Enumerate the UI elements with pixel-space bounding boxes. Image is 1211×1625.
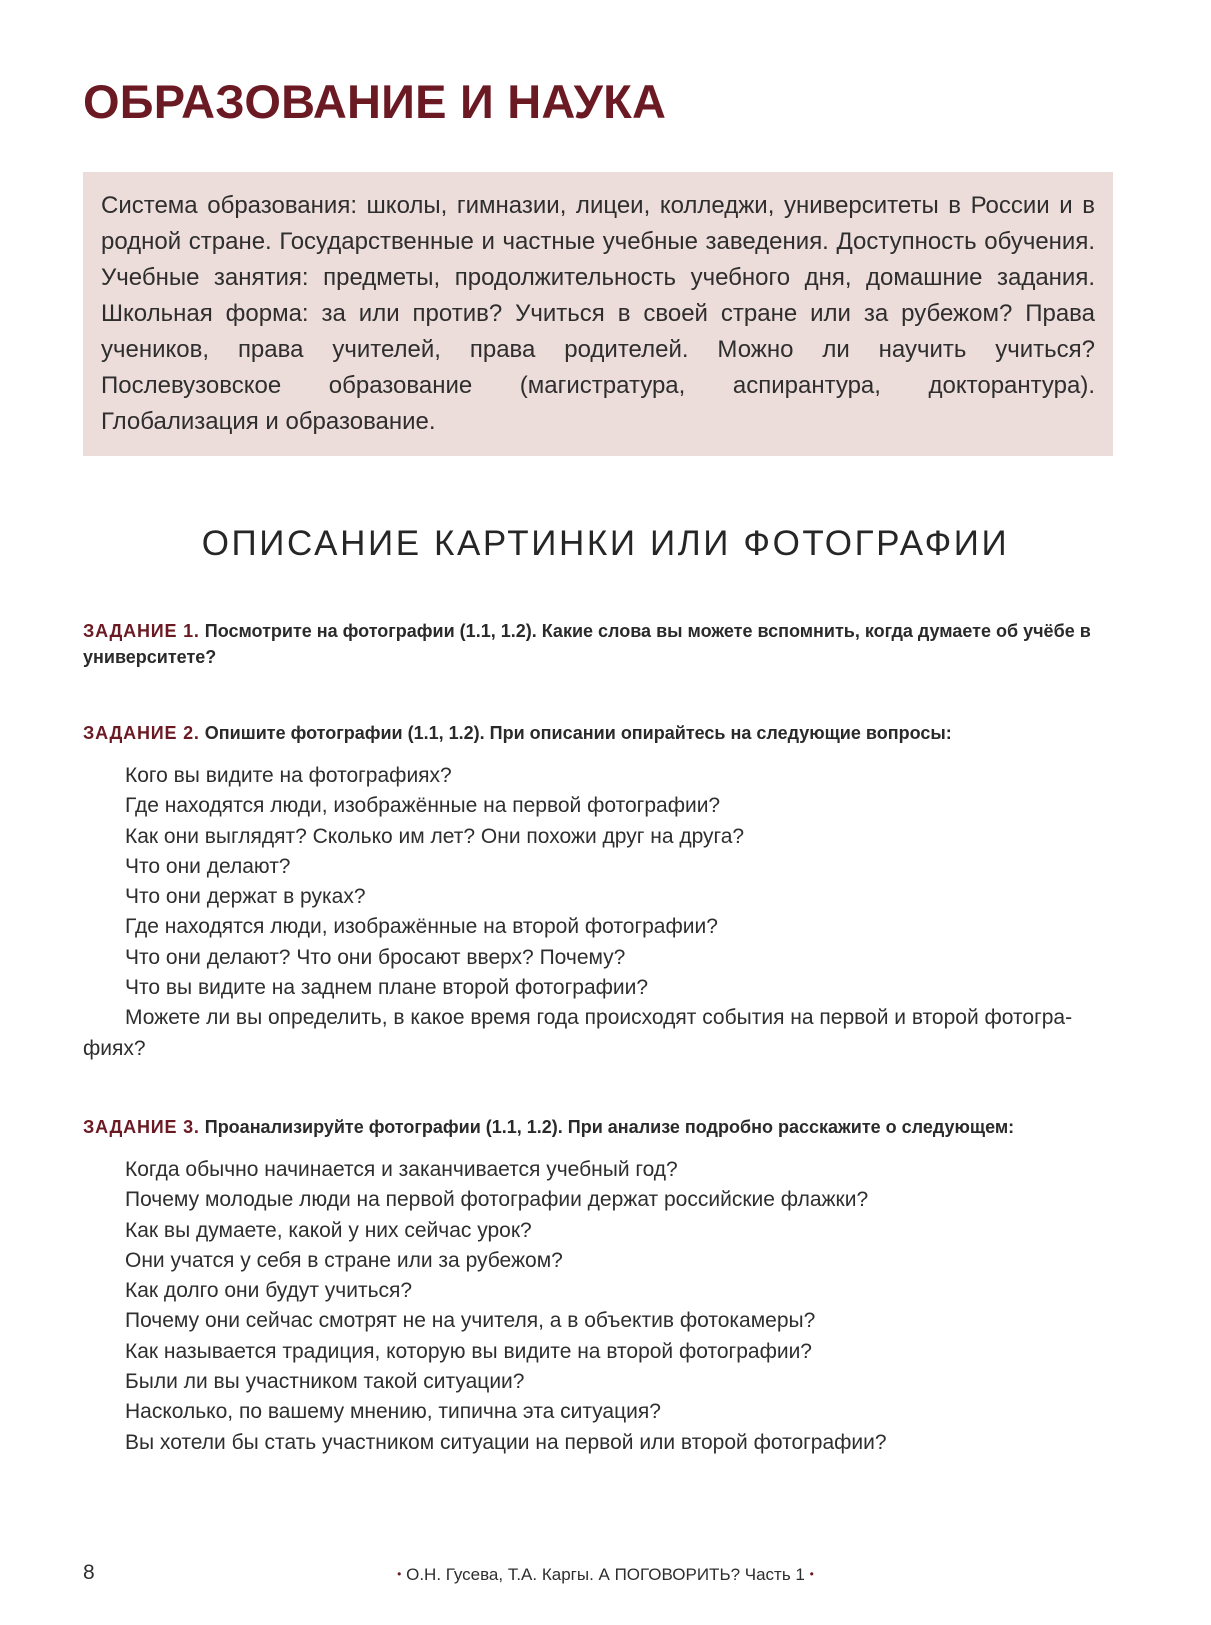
task-3-questions bbox=[83, 1155, 1113, 1458]
question-item: Они учатся у себя в стране или за рубежом? bbox=[125, 1248, 563, 1272]
question-item: Где находятся люди, изображённые на второй фотографии? bbox=[125, 915, 718, 939]
question-item: Почему молодые люди на первой фотографии держат российские флажки? bbox=[125, 1188, 869, 1212]
question-item: Кого вы видите на фотографиях? bbox=[125, 764, 452, 787]
question-item: Что вы видите на заднем плане второй фотографии? bbox=[125, 976, 649, 1000]
question-item: Что они делают? bbox=[125, 854, 291, 878]
task-1 bbox=[83, 618, 1113, 670]
footer-bullet-left: • bbox=[397, 1567, 402, 1581]
page-number: 8 bbox=[83, 1561, 95, 1584]
question-item: Как долго они будут учиться? bbox=[125, 1279, 413, 1303]
topic-summary-text: Система образования: школы, гимназии, лицеи, колледжи, университеты в России и в родной стране. Государственные и частные учебные заведения. Доступность обучения. Учебные занятия: предметы, продолжительность учебного дня, домашние задания. Школьная форма: за или против? Учиться в своей стране или за рубежом? Права учеников, права учителей, права родителей. Можно ли научить учиться? Послевузовское образование (магистратура, аспирантура, докторантура). Глобализация и образование. bbox=[101, 192, 1095, 435]
section-title: ОПИСАНИЕ КАРТИНКИ ИЛИ ФОТОГРАФИИ bbox=[201, 524, 1010, 563]
task-2-label: ЗАДАНИЕ 2. bbox=[83, 723, 200, 743]
question-item: Как называется традиция, которую вы видите на второй фотографии? bbox=[125, 1339, 812, 1363]
question-item: Насколько, по вашему мнению, типична эта ситуация? bbox=[125, 1400, 661, 1424]
topic-summary-box bbox=[83, 172, 1113, 456]
footer-bullet-right: • bbox=[809, 1567, 814, 1581]
question-item: Можете ли вы определить, в какое время года происходят события на первой и второй фотогра-фиях? bbox=[83, 1006, 1073, 1060]
question-item: Почему они сейчас смотрят не на учителя, а в объектив фотокамеры? bbox=[125, 1309, 816, 1333]
question-item: Когда обычно начинается и заканчивается учебный год? bbox=[125, 1158, 678, 1181]
task-3-text: Проанализируйте фотографии (1.1, 1.2). При анализе подробно расскажите о следующем: bbox=[204, 1117, 1015, 1137]
footer-citation-text: О.Н. Гусева, Т.А. Каргы. А ПОГОВОРИТЬ? Часть 1 bbox=[406, 1565, 805, 1584]
task-1-text: Посмотрите на фотографии (1.1, 1.2). Какие слова вы можете вспомнить, когда думаете об учёбе в университете? bbox=[83, 621, 1091, 667]
task-2 bbox=[83, 720, 1113, 746]
question-item: Где находятся люди, изображённые на первой фотографии? bbox=[125, 794, 721, 818]
question-item: Как вы думаете, какой у них сейчас урок? bbox=[125, 1218, 532, 1242]
question-item: Были ли вы участником такой ситуации? bbox=[125, 1370, 525, 1394]
task-3 bbox=[83, 1114, 1113, 1140]
page-title: ОБРАЗОВАНИЕ И НАУКА bbox=[83, 75, 667, 128]
question-item: Вы хотели бы стать участником ситуации на первой или второй фотографии? bbox=[125, 1430, 887, 1454]
task-2-text: Опишите фотографии (1.1, 1.2). При описании опирайтесь на следующие вопросы: bbox=[204, 723, 952, 743]
task-1-label: ЗАДАНИЕ 1. bbox=[83, 621, 200, 641]
question-item: Что они делают? Что они бросают вверх? Почему? bbox=[125, 945, 626, 969]
footer-citation bbox=[0, 1562, 1211, 1587]
question-item: Как они выглядят? Сколько им лет? Они похожи друг на друга? bbox=[125, 824, 745, 848]
question-item: Что они держат в руках? bbox=[125, 885, 366, 909]
task-2-questions bbox=[83, 761, 1113, 1064]
task-3-label: ЗАДАНИЕ 3. bbox=[83, 1117, 200, 1137]
